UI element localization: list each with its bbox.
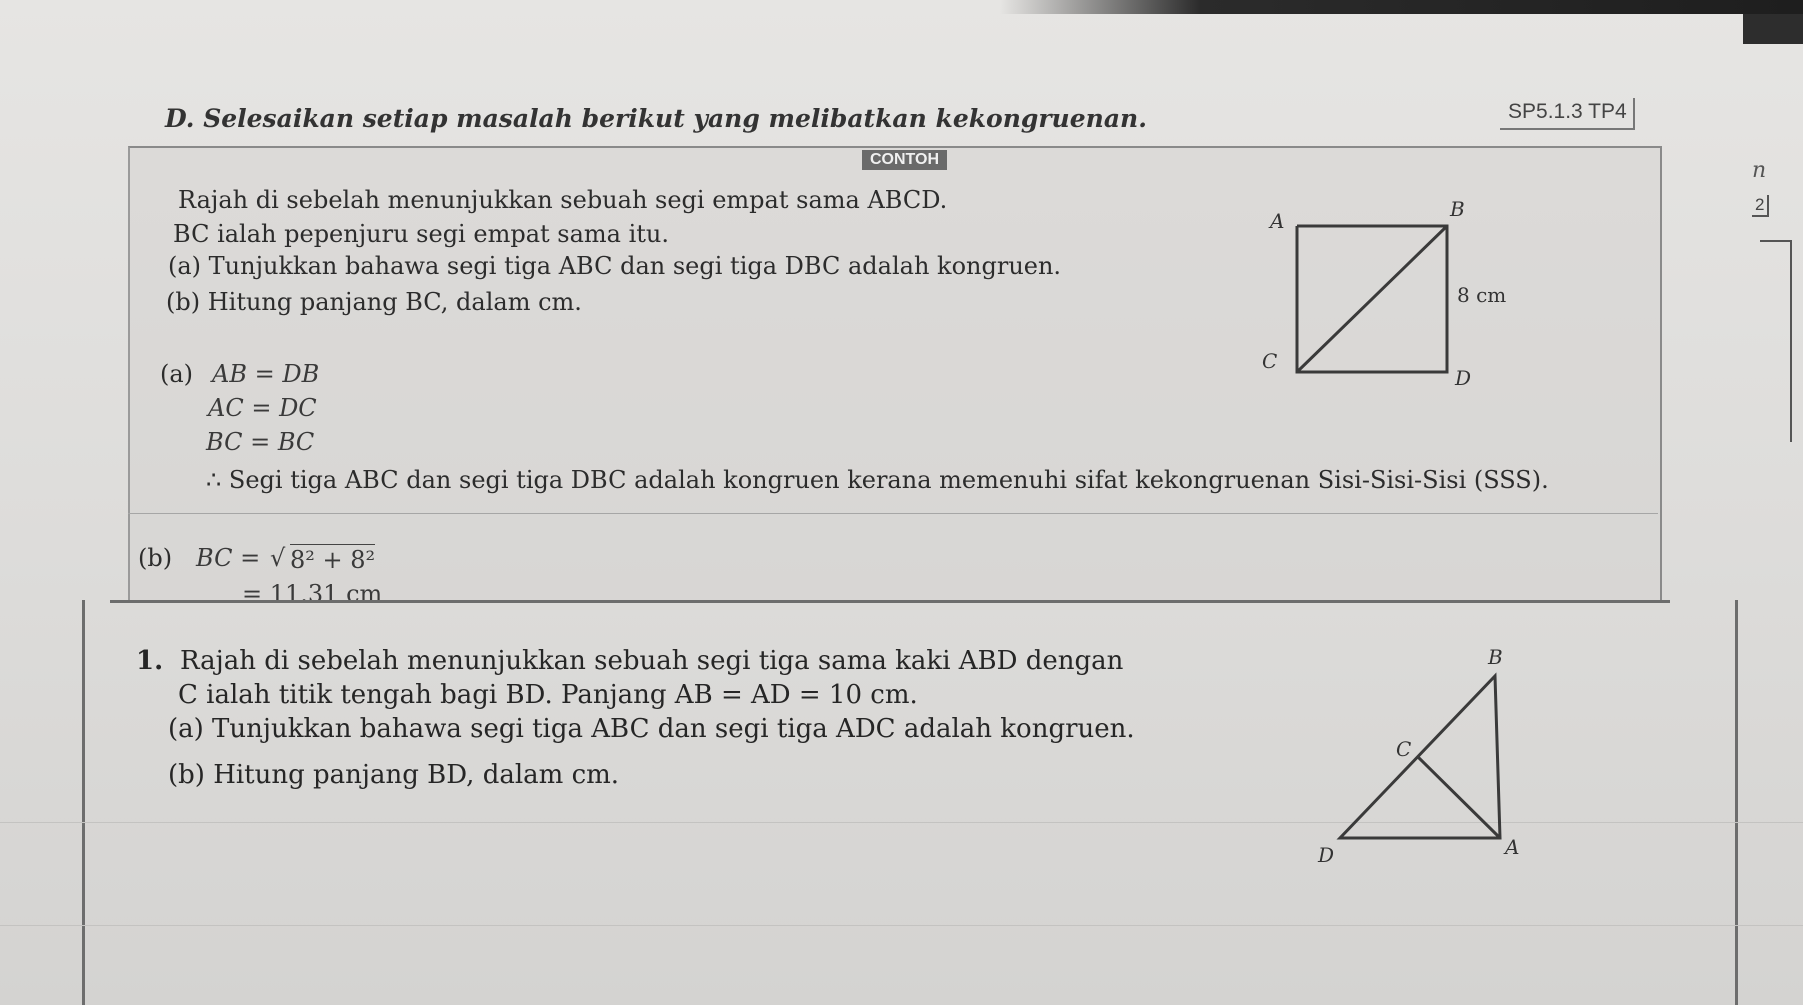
answer-a-conclusion: ∴ Segi tiga ABC dan segi tiga DBC adalah kongruen kerana memenuhi sifat kekongruenan Sisi-Sisi-Sisi (SSS). — [206, 466, 1549, 494]
triangle-diagram — [1300, 640, 1540, 870]
question-left-border — [82, 600, 85, 1005]
example-intro-line-3: (a) Tunjukkan bahawa segi tiga ABC dan segi tiga DBC adalah kongruen. — [168, 252, 1062, 280]
square-label-a: A — [1270, 209, 1285, 233]
triangle-label-a: A — [1505, 835, 1520, 859]
answer-b-radicand: 8² + 8² — [290, 546, 376, 574]
triangle-median — [1418, 757, 1500, 838]
side-mark-2: 2 — [1752, 195, 1769, 217]
section-heading: D. Selesaikan setiap masalah berikut yang melibatkan kekongruenan. — [165, 104, 1147, 133]
triangle-label-d: D — [1318, 843, 1335, 867]
example-intro-line-4: (b) Hitung panjang BC, dalam cm. — [166, 288, 582, 316]
side-bracket — [1760, 240, 1792, 442]
question-top-border — [110, 600, 1670, 603]
side-mark-n: n — [1752, 158, 1767, 183]
triangle-label-b: B — [1488, 645, 1503, 669]
example-divider — [128, 513, 1658, 514]
question-1-line-1: Rajah di sebelah menunjukkan sebuah segi tiga sama kaki ABD dengan — [180, 646, 1124, 676]
page-shadow — [1000, 0, 1803, 14]
sp-code-label: SP5.1.3 TP4 — [1500, 98, 1635, 130]
answer-a-label: (a) — [160, 360, 194, 388]
answer-a-line-1: AB = DB — [212, 360, 320, 388]
answer-b-lhs: BC = — [196, 544, 261, 572]
square-diagonal — [1297, 226, 1447, 372]
example-intro-line-2: BC ialah pepenjuru segi empat sama itu. — [173, 220, 669, 248]
square-label-d: D — [1455, 366, 1472, 390]
square-diagram — [1262, 197, 1525, 400]
square-side-label: 8 cm — [1457, 283, 1507, 307]
example-intro-line-1: Rajah di sebelah menunjukkan sebuah segi empat sama ABCD. — [178, 186, 948, 214]
question-1-line-3: (a) Tunjukkan bahawa segi tiga ABC dan segi tiga ADC adalah kongruen. — [168, 714, 1135, 744]
question-1-number: 1. — [136, 646, 164, 676]
triangle-label-c: C — [1396, 737, 1412, 761]
question-right-border — [1735, 600, 1738, 1005]
page-edge — [1743, 14, 1803, 44]
answer-line — [0, 925, 1803, 926]
contoh-badge: CONTOH — [862, 150, 947, 170]
answer-a-line-3: BC = BC — [206, 428, 315, 456]
question-1-line-2: C ialah titik tengah bagi BD. Panjang AB = AD = 10 cm. — [178, 680, 918, 710]
answer-b-result: = 11.31 cm — [242, 580, 383, 608]
answer-b-sqrt-sign: √ — [270, 544, 286, 572]
answer-b-label: (b) — [138, 544, 173, 572]
square-label-b: B — [1450, 197, 1465, 221]
square-label-c: C — [1262, 349, 1278, 373]
question-1-line-4: (b) Hitung panjang BD, dalam cm. — [168, 760, 620, 790]
answer-a-line-2: AC = DC — [208, 394, 317, 422]
